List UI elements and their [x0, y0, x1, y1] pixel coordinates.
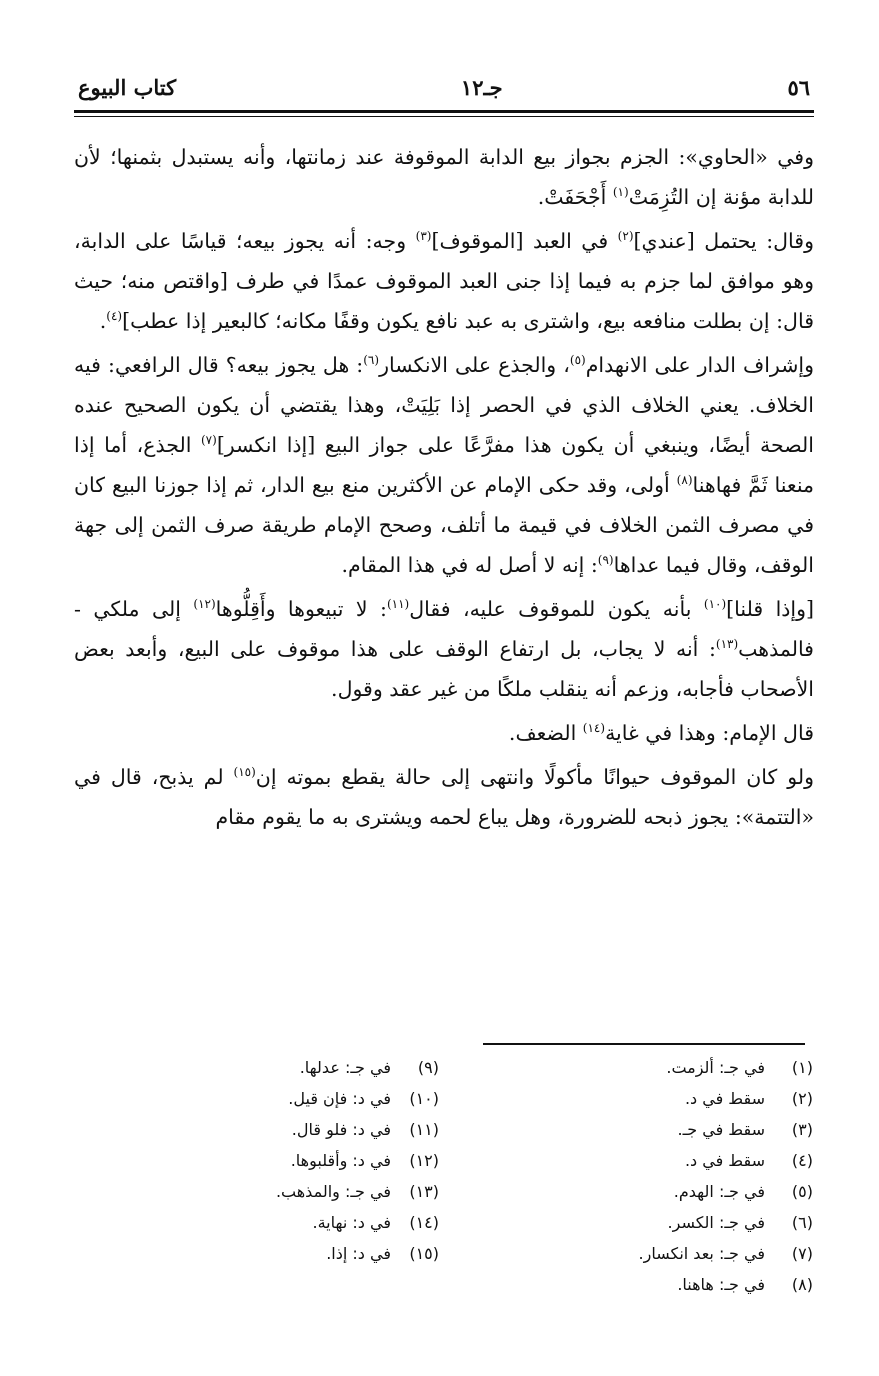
paragraph-text: : هل يجوز بيعه؟ قال الرافعي: فيه الخلاف. يعني الخلاف الذي في الحصر إذا بَلِيَتْ، وهذا يقتضي أن يكون الصحيح عنده الصحة أيضًا، وينبغي أن يكون هذا مفرَّعًا على جواز البيع [إذا انكسر]: [74, 353, 814, 457]
paragraph-text: الجذع، أما إذا منعنا ثَمَّ فهاهنا: [74, 433, 814, 497]
paragraph-text: الضعف.: [508, 721, 583, 745]
footnote-item: [447, 1083, 813, 1114]
footnote-text: في جـ: هاهنا.: [677, 1275, 765, 1294]
footnote-number: (١٠): [409, 1089, 439, 1108]
footnote-marker[interactable]: (٤): [106, 309, 123, 324]
footnote-text: في جـ: بعد انكسار.: [638, 1244, 765, 1263]
footnote-number: (١٢): [409, 1151, 439, 1170]
footnote-item: [73, 1083, 439, 1114]
paragraph-text: إلى ملكي - فالمذهب: [74, 597, 814, 661]
footnote-marker[interactable]: (١٣): [715, 637, 739, 652]
footnote-marker[interactable]: (١٤): [582, 721, 606, 736]
footnote-text: سقط في د.: [684, 1151, 765, 1170]
footnote-text: سقط في جـ.: [677, 1120, 765, 1139]
paragraph: [74, 137, 814, 217]
main-text: [74, 137, 814, 837]
paragraph-text: ولو كان الموقوف حيوانًا مأكولًا وانتهى إلى حالة يقطع بموته إن: [255, 765, 814, 789]
paragraph-text: : أنه لا يجاب، بل ارتفاع الوقف على هذا موقوف على البيع، وأبعد بعض الأصحاب فأجابه، وزعم أنه ينقلب ملكًا من غير عقد وقول.: [74, 637, 814, 701]
paragraph-text: في العبد [الموقوف]: [431, 229, 618, 253]
footnote-text: في جـ: عدلها.: [299, 1058, 391, 1077]
footnote-item: [73, 1207, 439, 1238]
footnote-marker[interactable]: (١١): [386, 597, 410, 612]
footnote-item: [447, 1145, 813, 1176]
footnote-number: (١٣): [409, 1182, 439, 1201]
footnote-number: (٨): [791, 1275, 813, 1294]
footnote-number: (١): [791, 1058, 813, 1077]
footnote-item: [73, 1145, 439, 1176]
paragraph: [74, 713, 814, 753]
footnote-text: في د: إذا.: [326, 1244, 391, 1263]
paragraph-text: بأنه يكون للموقوف عليه، فقال: [409, 597, 704, 621]
footnote-item: [447, 1269, 813, 1300]
paragraph-text: وإشراف الدار على الانهدام: [585, 353, 814, 377]
footnote-item: [447, 1176, 813, 1207]
paragraph: [74, 221, 814, 341]
footnote-item: [447, 1207, 813, 1238]
footnote-number: (٦): [791, 1213, 813, 1232]
paragraph-text: قال الإمام: وهذا في غاية: [605, 721, 814, 745]
footnote-item: [447, 1114, 813, 1145]
volume-label: جـ١٢: [460, 75, 503, 100]
footnote-marker[interactable]: (١٥): [233, 765, 256, 780]
paragraph-text: وجه: أنه يجوز بيعه؛ قياسًا على الدابة، وهو موافق لما جزم به فيما إذا جنى العبد الموقوف عمدًا في طرف [واقتص منه؛ حيث قال: إن بطلت منافعه بيع، واشترى به عبد نافع يكون وقفًا مكانه؛ كالبعير إذا عطب]: [74, 229, 814, 333]
footnote-number: (٩): [417, 1058, 439, 1077]
footnotes: [73, 1052, 813, 1300]
footnote-text: في جـ: الهدم.: [673, 1182, 765, 1201]
header-rule: [74, 110, 814, 117]
footnote-number: (٥): [791, 1182, 813, 1201]
footnote-marker[interactable]: (٨): [676, 473, 693, 488]
footnote-number: (١٥): [409, 1244, 439, 1263]
paragraph-text: : لا تبيعوها وأَقِلُّوها: [215, 597, 387, 621]
page-number: ٥٦: [787, 75, 810, 100]
footnote-number: (٤): [791, 1151, 813, 1170]
footnote-marker[interactable]: (١٢): [193, 597, 216, 612]
footnote-number: (١٤): [409, 1213, 439, 1232]
paragraph-text: وفي «الحاوي»: الجزم بجواز بيع الدابة الموقوفة عند زمانتها، وأنه يستبدل بثمنها؛ لأن للدابة مؤنة إن التُزِمَتْ: [74, 145, 814, 209]
footnote-text: في جـ: ألزمت.: [666, 1058, 765, 1077]
footnote-text: في د: فلو قال.: [291, 1120, 391, 1139]
footnote-marker[interactable]: (٦): [363, 353, 380, 368]
book-page: [74, 72, 814, 841]
paragraph-text: أولى، وقد حكى الإمام عن الأكثرين منع بيع الدار، ثم إذا جوزنا البيع كان في مصرف الثمن الخلاف في قيمة ما أتلف، وصحح الإمام طريقة صرف الثمن إلى جهة الوقف، وقال فيما عداها: [74, 473, 814, 577]
footnote-text: في د: نهاية.: [312, 1213, 391, 1232]
footnote-item: [73, 1114, 439, 1145]
footnotes-column-left: [73, 1052, 447, 1300]
footnote-item: [73, 1052, 439, 1083]
footnote-number: (٣): [791, 1120, 813, 1139]
footnote-marker[interactable]: (١): [612, 185, 629, 200]
paragraph: [74, 345, 814, 585]
footnote-item: [447, 1238, 813, 1269]
footnote-marker[interactable]: (٥): [569, 353, 586, 368]
paragraph: [74, 757, 814, 837]
footnote-text: في جـ: الكسر.: [667, 1213, 765, 1232]
footnote-text: في د: وأقلبوها.: [290, 1151, 391, 1170]
paragraph-text: ، والجذع على الانكسار: [379, 353, 570, 377]
footnote-item: [73, 1176, 439, 1207]
footnote-text: في جـ: والمذهب.: [275, 1182, 391, 1201]
footnote-marker[interactable]: (٧): [200, 433, 217, 448]
book-title: كتاب البيوع: [78, 75, 177, 100]
paragraph-text: لم يذبح، قال في «التتمة»: يجوز ذبحه للضرورة، وهل يباع لحمه ويشترى به ما يقوم مقام: [74, 765, 814, 829]
running-header: [74, 72, 814, 104]
footnote-number: (٢): [791, 1089, 813, 1108]
footnote-marker[interactable]: (١٠): [703, 597, 727, 612]
paragraph-text: وقال: يحتمل [عندي]: [633, 229, 814, 253]
paragraph-text: .: [99, 309, 107, 333]
footnote-marker[interactable]: (٢): [617, 229, 634, 244]
footnote-text: سقط في د.: [684, 1089, 765, 1108]
paragraph: [74, 589, 814, 709]
footnote-separator: [483, 1043, 805, 1045]
footnote-text: في د: فإن قيل.: [288, 1089, 391, 1108]
footnote-marker[interactable]: (٩): [597, 553, 614, 568]
footnote-number: (١١): [409, 1120, 439, 1139]
footnote-item: [447, 1052, 813, 1083]
footnote-number: (٧): [791, 1244, 813, 1263]
paragraph-text: [وإذا قلنا]: [726, 597, 814, 621]
footnote-item: [73, 1238, 439, 1269]
paragraph-text: أَجْحَفَتْ.: [537, 185, 613, 209]
footnote-marker[interactable]: (٣): [415, 229, 432, 244]
footnotes-column-right: [447, 1052, 813, 1300]
paragraph-text: : إنه لا أصل له في هذا المقام.: [341, 553, 598, 577]
